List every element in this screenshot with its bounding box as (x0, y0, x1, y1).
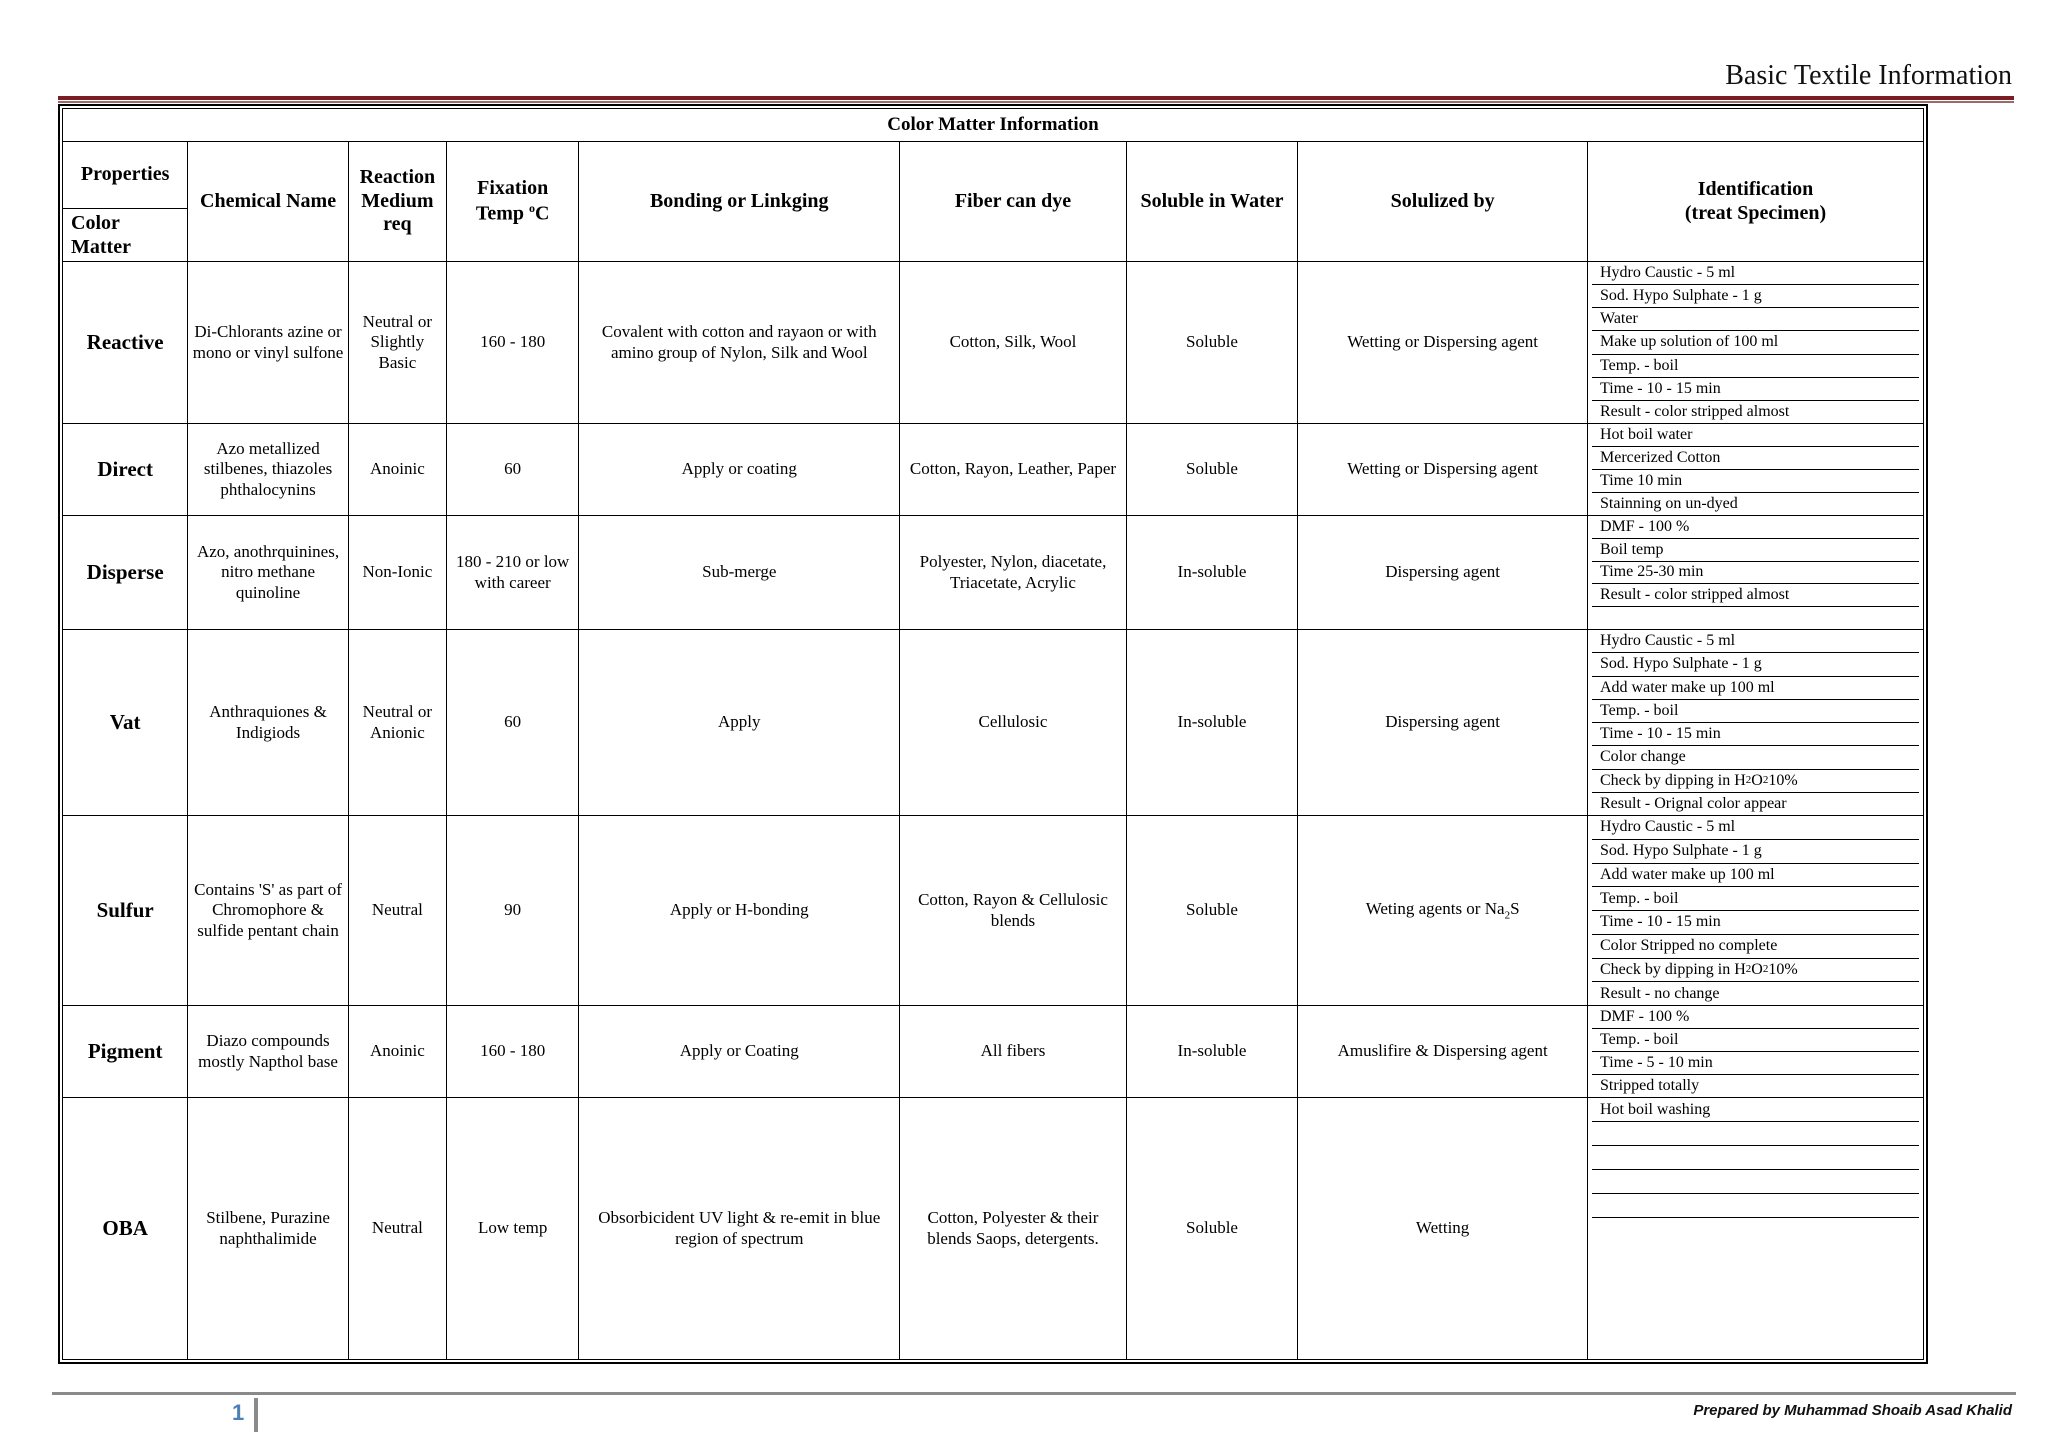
cell-solubilized: Dispersing agent (1298, 516, 1588, 630)
cell-bonding: Covalent with cotton and rayaon or with amino group of Nylon, Silk and Wool (579, 262, 900, 424)
cell-chemical: Contains 'S' as part of Chromophore & sulfide pentant chain (188, 816, 348, 1006)
identification-sublabel: (treat Specimen) (1684, 201, 1827, 224)
row-color-matter-name: Vat (63, 630, 188, 816)
identification-steps (1592, 424, 1919, 515)
cell-medium: Non-Ionic (348, 516, 446, 630)
identification-step: Sod. Hypo Sulphate - 1 g (1592, 285, 1919, 308)
identification-steps (1592, 1006, 1919, 1097)
table-row (63, 816, 1924, 1006)
identification-step: Result - no change (1600, 984, 1720, 1002)
cell-medium: Anoinic (348, 1006, 446, 1098)
cell-solubilized: Wetting (1298, 1098, 1588, 1360)
cell-solubilized: Dispersing agent (1298, 630, 1588, 816)
cell-bonding: Sub-merge (579, 516, 900, 630)
cell-solubilized: Weting agents or $Na_2S$ (1298, 816, 1588, 1006)
cell-fiber: All fibers (900, 1006, 1127, 1098)
prepared-by: Prepared by Muhammad Shoaib Asad Khalid (1693, 1402, 2012, 1419)
fixation-unit: C (535, 202, 550, 225)
cell-chemical: Azo metallized stilbenes, thiazoles phthalocynins (188, 424, 348, 516)
identification-step: DMF - 100 % (1592, 516, 1919, 539)
cell-bonding: Apply (579, 630, 900, 816)
table-row (63, 1098, 1924, 1360)
identification-step: Time 10 min (1592, 470, 1919, 493)
cell-chemical: Anthraquiones & Indigiods (188, 630, 348, 816)
identification-step (1592, 607, 1919, 629)
cell-bonding: Apply or coating (579, 424, 900, 516)
cell-fixation: 160 - 180 (447, 1006, 579, 1098)
cell-soluble: In-soluble (1126, 1006, 1297, 1098)
degree-symbol: o (529, 200, 536, 215)
identification-step: Temp. - boil (1592, 355, 1919, 378)
cell-chemical: Di-Chlorants azine or mono or vinyl sulfone (188, 262, 348, 424)
identification-step (1592, 1122, 1919, 1146)
cell-fiber: Cotton, Rayon, Leather, Paper (900, 424, 1127, 516)
identification-step: Time - 10 - 15 min (1592, 378, 1919, 401)
column-header-medium: Reaction Medium req (348, 142, 446, 262)
cell-identification (1588, 816, 1924, 1006)
row-color-matter-name: Sulfur (63, 816, 188, 1006)
identification-step (1592, 1146, 1919, 1170)
identification-step: Result - color stripped almost (1592, 584, 1919, 607)
page-number: 1 (232, 1400, 245, 1425)
identification-step: Mercerized Cotton (1592, 447, 1919, 470)
cell-fixation: 90 (447, 816, 579, 1006)
cell-medium: Neutral (348, 1098, 446, 1360)
cell-soluble: Soluble (1126, 262, 1297, 424)
properties-header-cell (63, 142, 188, 262)
column-header-solubilized: Solulized by (1298, 142, 1588, 262)
identification-step: Temp. - boil (1592, 1029, 1919, 1052)
cell-identification (1588, 516, 1924, 630)
row-color-matter-name: Pigment (63, 1006, 188, 1098)
cell-soluble: Soluble (1126, 816, 1297, 1006)
identification-step: Time 25-30 min (1592, 562, 1919, 585)
identification-step: Time - 5 - 10 min (1592, 1052, 1919, 1075)
cell-identification (1588, 630, 1924, 816)
identification-steps (1592, 816, 1919, 1005)
table-row (63, 262, 1924, 424)
column-header-bonding: Bonding or Linkging (579, 142, 900, 262)
cell-fixation: 60 (447, 424, 579, 516)
table-row (63, 516, 1924, 630)
identification-step: Add water make up 100 ml (1592, 677, 1919, 700)
identification-step: Hydro Caustic - 5 ml (1592, 630, 1919, 653)
cell-medium: Neutral or Anionic (348, 630, 446, 816)
column-header-soluble: Soluble in Water (1126, 142, 1297, 262)
cell-soluble: In-soluble (1126, 630, 1297, 816)
cell-bonding: Obsorbicident UV light & re-emit in blue region of spectrum (579, 1098, 900, 1360)
identification-step: Hydro Caustic - 5 ml (1592, 816, 1919, 840)
row-color-matter-name: Reactive (63, 262, 188, 424)
cell-identification (1588, 424, 1924, 516)
cell-fiber: Polyester, Nylon, diacetate, Triacetate, Acrylic (900, 516, 1127, 630)
cell-identification (1588, 262, 1924, 424)
cell-solubilized: Wetting or Dispersing agent (1298, 262, 1588, 424)
cell-chemical: Diazo compounds mostly Napthol base (188, 1006, 348, 1098)
cell-chemical: Stilbene, Purazine naphthalimide (188, 1098, 348, 1360)
identification-step: Result - color stripped almost (1600, 402, 1790, 420)
cell-bonding: Apply or Coating (579, 1006, 900, 1098)
identification-step: Hot boil washing (1592, 1098, 1919, 1122)
column-header-fixation (447, 142, 579, 262)
cell-fixation: 60 (447, 630, 579, 816)
identification-step: Color change (1592, 746, 1919, 769)
identification-step: Make up solution of 100 ml (1592, 331, 1919, 354)
identification-step: Check by dipping in H 2 O 2 10% (1592, 770, 1919, 793)
identification-steps (1592, 1098, 1919, 1359)
cell-medium: Neutral or Slightly Basic (348, 262, 446, 424)
identification-steps (1592, 262, 1919, 423)
identification-step: Add water make up 100 ml (1592, 864, 1919, 888)
identification-step: Hot boil water (1592, 424, 1919, 447)
row-color-matter-name: OBA (63, 1098, 188, 1360)
identification-step: Check by dipping in H 2 O 2 10% (1592, 959, 1919, 983)
cell-fixation: 180 - 210 or low with career (447, 516, 579, 630)
color-matter-table-frame (58, 104, 1928, 1364)
cell-identification (1588, 1098, 1924, 1360)
page-number-bar (254, 1398, 258, 1432)
identification-step: Water (1592, 308, 1919, 331)
identification-step: Boil temp (1592, 539, 1919, 562)
cell-soluble: In-soluble (1126, 516, 1297, 630)
color-matter-label: Color Matter (71, 212, 131, 258)
identification-step: Sod. Hypo Sulphate - 1 g (1592, 840, 1919, 864)
identification-step: DMF - 100 % (1592, 1006, 1919, 1029)
identification-step (1592, 1194, 1919, 1218)
cell-medium: Neutral (348, 816, 446, 1006)
identification-step: Time - 10 - 15 min (1592, 911, 1919, 935)
cell-soluble: Soluble (1126, 424, 1297, 516)
header-rule-secondary (58, 101, 2014, 103)
row-color-matter-name: Direct (63, 424, 188, 516)
identification-step: Stainning on un-dyed (1600, 495, 1738, 512)
identification-step: Temp. - boil (1592, 700, 1919, 723)
row-color-matter-name: Disperse (63, 516, 188, 630)
identification-step: Hydro Caustic - 5 ml (1592, 262, 1919, 285)
column-header-identification (1588, 142, 1924, 262)
identification-step: Result - Orignal color appear (1600, 794, 1787, 812)
cell-fiber: Cellulosic (900, 630, 1127, 816)
document-header-title: Basic Textile Information (1725, 60, 2012, 91)
cell-fiber: Cotton, Silk, Wool (900, 262, 1127, 424)
table-row (63, 1006, 1924, 1098)
cell-bonding: Apply or H-bonding (579, 816, 900, 1006)
identification-step: Stripped totally (1600, 1077, 1700, 1094)
footer-rule (52, 1392, 2016, 1395)
identification-label: Identification (1697, 177, 1814, 200)
cell-fixation: Low temp (447, 1098, 579, 1360)
cell-medium: Anoinic (348, 424, 446, 516)
cell-fiber: Cotton, Rayon & Cellulosic blends (900, 816, 1127, 1006)
table-caption: Color Matter Information (63, 109, 1924, 142)
identification-step (1592, 1170, 1919, 1194)
cell-identification (1588, 1006, 1924, 1098)
cell-fiber: Cotton, Polyester & their blends Saops, detergents. (900, 1098, 1127, 1360)
cell-chemical: Azo, anothrquinines, nitro methane quinoline (188, 516, 348, 630)
header-rule (58, 96, 2014, 100)
cell-soluble: Soluble (1126, 1098, 1297, 1360)
cell-fixation: 160 - 180 (447, 262, 579, 424)
identification-step: Sod. Hypo Sulphate - 1 g (1592, 653, 1919, 676)
identification-steps (1592, 516, 1919, 629)
cell-solubilized: Wetting or Dispersing agent (1298, 424, 1588, 516)
identification-step: Temp. - boil (1592, 887, 1919, 911)
properties-label: Properties (63, 142, 187, 209)
table-row (63, 424, 1924, 516)
column-header-fiber: Fiber can dye (900, 142, 1127, 262)
column-header-chemical: Chemical Name (188, 142, 348, 262)
identification-step: Time - 10 - 15 min (1592, 723, 1919, 746)
table-row (63, 630, 1924, 816)
color-matter-table (62, 108, 1924, 1360)
table-body (63, 262, 1924, 1360)
identification-steps (1592, 630, 1919, 815)
identification-step: Color Stripped no complete (1592, 935, 1919, 959)
cell-solubilized: Amuslifire & Dispersing agent (1298, 1006, 1588, 1098)
fixation-label: Fixation Temp (475, 177, 549, 225)
